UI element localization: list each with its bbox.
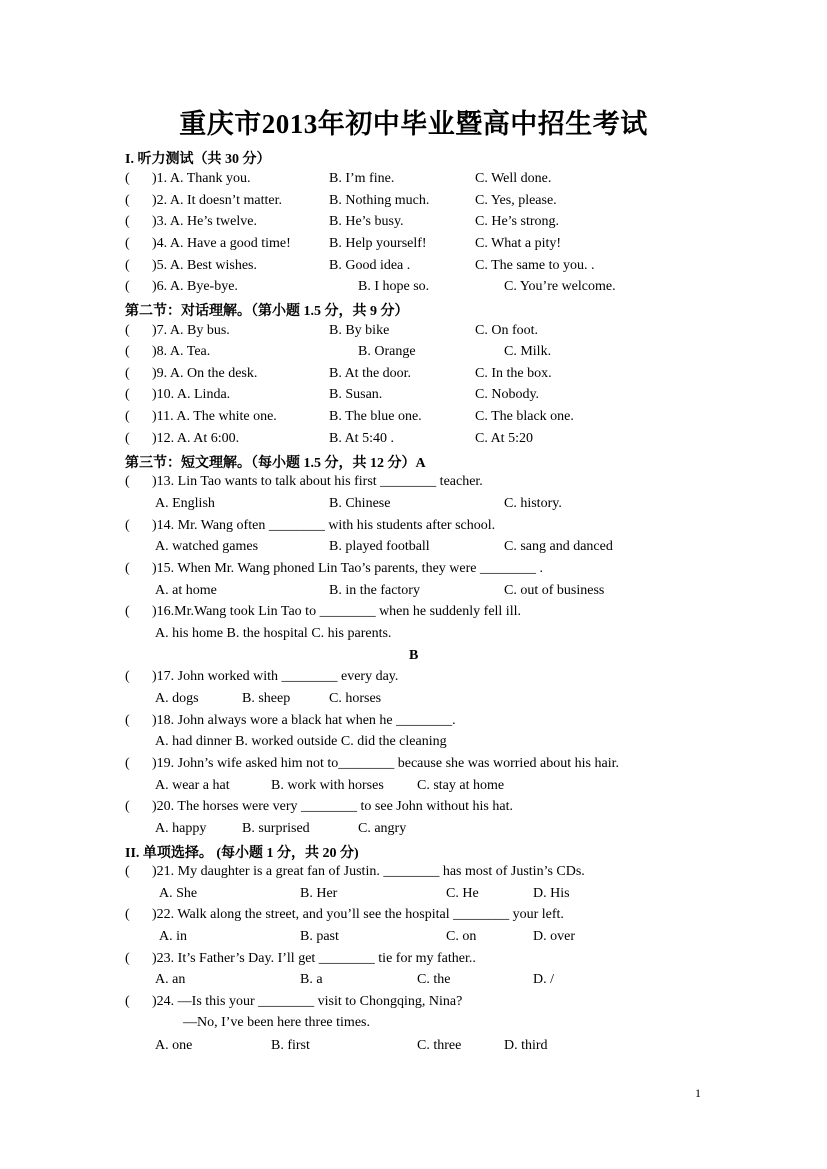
options-text: A. his home B. the hospital C. his parents. (155, 626, 392, 641)
section-multiple-choice-heading: II. 单项选择。 (每小题 1 分，共 20 分) (125, 846, 359, 861)
option-c: C. He (446, 886, 479, 901)
question-text: )17. John worked with ________ every day. (152, 669, 399, 684)
option-a: )3. A. He’s twelve. (152, 214, 257, 229)
option-a: A. at home (155, 583, 217, 598)
option-b: B. I hope so. (358, 279, 430, 294)
option-b: B. past (300, 929, 339, 944)
option-a: )6. A. Bye-bye. (152, 279, 238, 294)
question-9 (0, 366, 827, 388)
answer-bracket[interactable]: ( (125, 387, 130, 402)
option-a: A. watched games (155, 539, 259, 554)
question-text: )22. Walk along the street, and you’ll see the hospital ________ your left. (152, 907, 564, 922)
option-b: B. work with horses (271, 778, 384, 793)
question-22 (0, 907, 827, 929)
question-15-options (0, 583, 827, 605)
question-24 (0, 994, 827, 1016)
option-d: D. third (504, 1038, 548, 1053)
answer-bracket[interactable]: ( (125, 799, 130, 814)
question-text: )13. Lin Tao wants to talk about his first ________ teacher. (152, 474, 483, 489)
option-b: B. first (271, 1038, 310, 1053)
option-b: B. Orange (358, 344, 416, 359)
answer-bracket[interactable]: ( (125, 756, 130, 771)
answer-bracket[interactable]: ( (125, 669, 130, 684)
answer-bracket[interactable]: ( (125, 474, 130, 489)
question-24-options (0, 1038, 827, 1060)
option-a: )12. A. At 6:00. (152, 431, 240, 446)
option-b: B. By bike (329, 323, 390, 338)
option-a: )1. A. Thank you. (152, 171, 251, 186)
option-d: D. / (533, 972, 554, 987)
question-17 (0, 669, 827, 691)
question-15 (0, 561, 827, 583)
question-20-options (0, 821, 827, 843)
question-19 (0, 756, 827, 778)
page-number: 1 (695, 1086, 701, 1100)
question-10 (0, 387, 827, 409)
option-a: )11. A. The white one. (152, 409, 277, 424)
answer-bracket[interactable]: ( (125, 409, 130, 424)
option-b: B. sheep (242, 691, 291, 706)
question-7 (0, 323, 827, 345)
option-a: )2. A. It doesn’t matter. (152, 193, 282, 208)
question-text: )15. When Mr. Wang phoned Lin Tao’s parents, they were ________ . (152, 561, 543, 576)
question-16 (0, 604, 827, 626)
option-c: C. out of business (504, 583, 605, 598)
question-18-options (0, 734, 827, 756)
option-c: C. the (417, 972, 451, 987)
option-d: D. His (533, 886, 570, 901)
option-c: C. angry (358, 821, 407, 836)
option-a: )7. A. By bus. (152, 323, 230, 338)
part-b-heading: B (409, 648, 419, 663)
option-b: B. Chinese (329, 496, 391, 511)
question-8 (0, 344, 827, 366)
question-3 (0, 214, 827, 236)
option-b: B. Her (300, 886, 338, 901)
question-1 (0, 171, 827, 193)
option-c: C. three (417, 1038, 462, 1053)
answer-bracket[interactable]: ( (125, 323, 130, 338)
question-text: )19. John’s wife asked him not to________ because she was worried about his hair. (152, 756, 619, 771)
question-13-options (0, 496, 827, 518)
answer-bracket[interactable]: ( (125, 994, 130, 1009)
option-c: C. You’re welcome. (504, 279, 616, 294)
option-d: D. over (533, 929, 575, 944)
option-c: C. stay at home (417, 778, 505, 793)
question-text: )16.Mr.Wang took Lin Tao to ________ when he suddenly fell ill. (152, 604, 521, 619)
section-passage-heading: 第三节：短文理解。（每小题 1.5 分，共 12 分）A (125, 456, 426, 471)
question-text: )14. Mr. Wang often ________ with his students after school. (152, 518, 496, 533)
question-23-options (0, 972, 827, 994)
option-b: B. I’m fine. (329, 171, 395, 186)
question-2 (0, 193, 827, 215)
answer-bracket[interactable]: ( (125, 193, 130, 208)
option-b: B. Help yourself! (329, 236, 427, 251)
question-11 (0, 409, 827, 431)
answer-bracket[interactable]: ( (125, 713, 130, 728)
question-13 (0, 474, 827, 496)
option-c: C. What a pity! (475, 236, 562, 251)
option-a: )10. A. Linda. (152, 387, 231, 402)
option-a: A. English (155, 496, 215, 511)
question-19-options (0, 778, 827, 800)
question-6 (0, 279, 827, 301)
option-b: B. Good idea . (329, 258, 411, 273)
answer-bracket[interactable]: ( (125, 907, 130, 922)
question-5 (0, 258, 827, 280)
question-4 (0, 236, 827, 258)
option-a: A. wear a hat (155, 778, 230, 793)
question-22-options (0, 929, 827, 951)
section-listening-heading: I. 听力测试（共 30 分） (125, 152, 271, 167)
option-b: B. The blue one. (329, 409, 422, 424)
option-c: C. At 5:20 (475, 431, 533, 446)
question-24-reply (0, 1015, 827, 1037)
option-a: )5. A. Best wishes. (152, 258, 257, 273)
option-a: )4. A. Have a good time! (152, 236, 291, 251)
question-text: )23. It’s Father’s Day. I’ll get ________ tie for my father.. (152, 951, 476, 966)
question-12 (0, 431, 827, 453)
options-text: A. had dinner B. worked outside C. did the cleaning (155, 734, 447, 749)
question-text: )18. John always wore a black hat when he ________. (152, 713, 456, 728)
question-20 (0, 799, 827, 821)
answer-bracket[interactable]: ( (125, 518, 130, 533)
section-dialogue-heading: 第二节：对话理解。（第小题 1.5 分，共 9 分） (125, 304, 409, 319)
answer-bracket[interactable]: ( (125, 279, 130, 294)
option-c: C. history. (504, 496, 562, 511)
answer-bracket[interactable]: ( (125, 171, 130, 186)
option-c: C. on (446, 929, 477, 944)
question-21 (0, 864, 827, 886)
answer-bracket[interactable]: ( (125, 561, 130, 576)
option-c: C. In the box. (475, 366, 552, 381)
answer-bracket[interactable]: ( (125, 236, 130, 251)
option-a: A. one (155, 1038, 193, 1053)
option-b: B. Susan. (329, 387, 383, 402)
answer-bracket[interactable]: ( (125, 366, 130, 381)
option-c: C. He’s strong. (475, 214, 559, 229)
option-a: A. an (155, 972, 186, 987)
answer-bracket[interactable]: ( (125, 258, 130, 273)
option-a: )9. A. On the desk. (152, 366, 258, 381)
option-a: A. happy (155, 821, 207, 836)
option-b: B. Nothing much. (329, 193, 430, 208)
option-c: C. Milk. (504, 344, 552, 359)
option-c: C. On foot. (475, 323, 538, 338)
question-text: )20. The horses were very ________ to see John without his hat. (152, 799, 513, 814)
answer-bracket[interactable]: ( (125, 951, 130, 966)
answer-bracket[interactable]: ( (125, 604, 130, 619)
option-c: C. Yes, please. (475, 193, 557, 208)
question-14 (0, 518, 827, 540)
reply-text: —No, I’ve been here three times. (183, 1015, 370, 1030)
answer-bracket[interactable]: ( (125, 864, 130, 879)
question-14-options (0, 539, 827, 561)
question-text: )24. —Is this your ________ visit to Chongqing, Nina? (152, 994, 463, 1009)
question-text: )21. My daughter is a great fan of Justin. ________ has most of Justin’s CDs. (152, 864, 585, 879)
option-b: B. played football (329, 539, 430, 554)
option-b: B. At 5:40 . (329, 431, 394, 446)
question-17-options (0, 691, 827, 713)
question-21-options (0, 886, 827, 908)
answer-bracket[interactable]: ( (125, 344, 130, 359)
option-c: C. horses (329, 691, 382, 706)
option-a: A. She (159, 886, 198, 901)
question-16-options (0, 626, 827, 648)
option-a: A. in (159, 929, 187, 944)
option-b: B. a (300, 972, 323, 987)
option-a: )8. A. Tea. (152, 344, 211, 359)
option-c: C. The same to you. . (475, 258, 595, 273)
exam-title: 重庆市2013年初中毕业暨高中招生考试 (179, 109, 648, 139)
option-b: B. At the door. (329, 366, 412, 381)
option-b: B. in the factory (329, 583, 420, 598)
answer-bracket[interactable]: ( (125, 431, 130, 446)
option-a: A. dogs (155, 691, 199, 706)
option-b: B. surprised (242, 821, 310, 836)
answer-bracket[interactable]: ( (125, 214, 130, 229)
question-23 (0, 951, 827, 973)
option-b: B. He’s busy. (329, 214, 404, 229)
option-c: C. The black one. (475, 409, 574, 424)
option-c: C. Well done. (475, 171, 552, 186)
option-c: C. sang and danced (504, 539, 613, 554)
option-c: C. Nobody. (475, 387, 540, 402)
question-18 (0, 713, 827, 735)
